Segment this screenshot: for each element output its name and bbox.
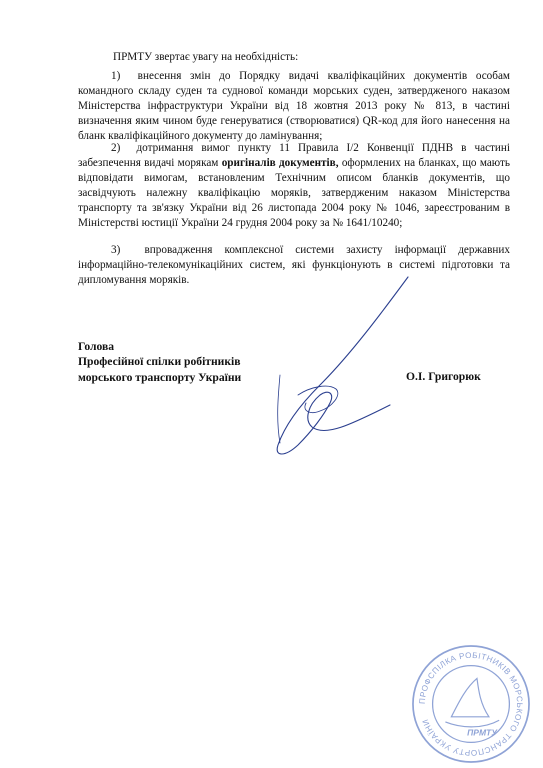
item-2-text-bold: оригіналів документів, xyxy=(221,157,339,169)
stamp-outer-ring xyxy=(413,646,529,762)
wave-icon xyxy=(445,720,499,727)
item-3-number: 3) xyxy=(111,244,121,256)
item-1-text: внесення змін до Порядку видачі кваліфікаційних документів особам командного складу суден та суднової команди морських суден, затвердженого наказом Міністерства інфраструктури України від 18 жовтня 2013 року № 813, в частині визначення яким чином буде генеруватися (створюватися) QR-код для його нанесення на бланк кваліфікаційного документу до ламінування; xyxy=(78,70,511,142)
item-2-number: 2) xyxy=(111,142,121,154)
signatory-title-line-1: Голова xyxy=(78,340,115,353)
item-3-text: впровадження комплексної системи захисту інформації державних інформаційно-телекомунікаційних систем, які функціонують в системі підготовки та дипломування моряків. xyxy=(78,244,510,286)
signatory-title-block xyxy=(78,339,241,385)
intro-line: ПРМТУ звертає увагу на необхідність: xyxy=(113,51,299,63)
organization-stamp xyxy=(396,640,543,768)
item-2-paragraph xyxy=(78,141,510,231)
stamp-ring-text-path: ПРОФСПІЛКА РОБІТНИКІВ МОРСЬКОГО ТРАНСПОРТУ УКРАЇНИ xyxy=(417,650,525,758)
stamp-center-text: ПРМТУ xyxy=(467,727,498,738)
signatory-title-line-3: морського транспорту України xyxy=(78,370,242,384)
stamp-ring-text xyxy=(418,651,524,757)
handwritten-signature xyxy=(240,275,440,465)
item-1-number: 1) xyxy=(111,70,121,82)
item-2-text-before: дотримання вимог пункту 11 Правила І/2 Конвенції ПДНВ в частині забезпечення видачі морякам xyxy=(78,142,511,169)
item-2-text-after: оформлених на бланках, що мають відповідати вимогам, встановленим Технічним описом бланків документів, що засвідчують належну кваліфікацію моряків, затвердженим наказом Міністерства транспорту та зв'язку України від 26 листопада 2004 року № 1046, зареєстрованим в Міністерстві юстиції України 24 грудня 2004 року за № 1641/10240; xyxy=(78,157,510,229)
signatory-name: О.І. Григорюк xyxy=(406,370,481,383)
ship-sail-icon xyxy=(451,678,489,716)
signatory-title-line-2: Професійної спілки робітників xyxy=(78,355,241,369)
signature-stroke xyxy=(277,277,408,454)
signature-tail xyxy=(278,375,280,443)
item-1-paragraph xyxy=(78,69,510,144)
